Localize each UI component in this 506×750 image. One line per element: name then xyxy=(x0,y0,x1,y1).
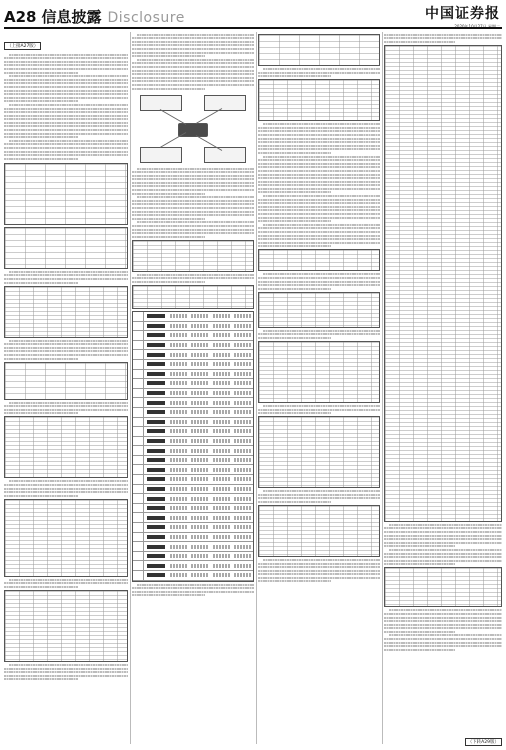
trademark-summary-table xyxy=(258,34,380,66)
page-number: A28 xyxy=(4,8,37,26)
paper-branding xyxy=(425,3,500,30)
diagram-connector xyxy=(160,109,186,125)
masthead-rule xyxy=(4,27,502,29)
text-column-3 xyxy=(258,32,380,744)
section-header xyxy=(4,6,185,27)
text-column-4 xyxy=(384,32,502,744)
continued-to-label: （下转A29版） xyxy=(465,738,502,746)
continued-from-label: （上接A27版） xyxy=(4,42,41,50)
text-column-1 xyxy=(4,32,128,744)
column-divider xyxy=(130,32,131,744)
data-table xyxy=(384,567,502,607)
data-table xyxy=(4,499,128,577)
organization-diagram xyxy=(132,93,254,165)
data-table xyxy=(258,341,380,403)
data-table xyxy=(132,240,254,272)
section-title-en: Disclosure xyxy=(107,10,185,26)
info-table xyxy=(4,227,128,269)
data-table xyxy=(4,416,128,478)
diagram-node xyxy=(140,147,182,163)
data-table xyxy=(4,286,128,338)
data-table xyxy=(4,362,128,400)
data-table xyxy=(258,505,380,557)
info-table xyxy=(4,163,128,225)
patent-table xyxy=(384,45,502,522)
data-table xyxy=(4,590,128,662)
text-column-2 xyxy=(132,32,254,744)
diagram-node xyxy=(204,147,246,163)
data-table xyxy=(258,249,380,271)
data-table xyxy=(258,292,380,328)
masthead xyxy=(0,0,506,28)
column-divider xyxy=(256,32,257,744)
data-table xyxy=(258,79,380,121)
diagram-node xyxy=(204,95,246,111)
data-table xyxy=(132,285,254,309)
trademark-table xyxy=(132,311,254,582)
section-title-cn: 信息披露 xyxy=(41,8,102,26)
diagram-node xyxy=(140,95,182,111)
column-divider xyxy=(382,32,383,744)
diagram-connector xyxy=(160,132,186,148)
data-table xyxy=(258,416,380,488)
paper-logo: 中国证券报 xyxy=(425,6,500,22)
